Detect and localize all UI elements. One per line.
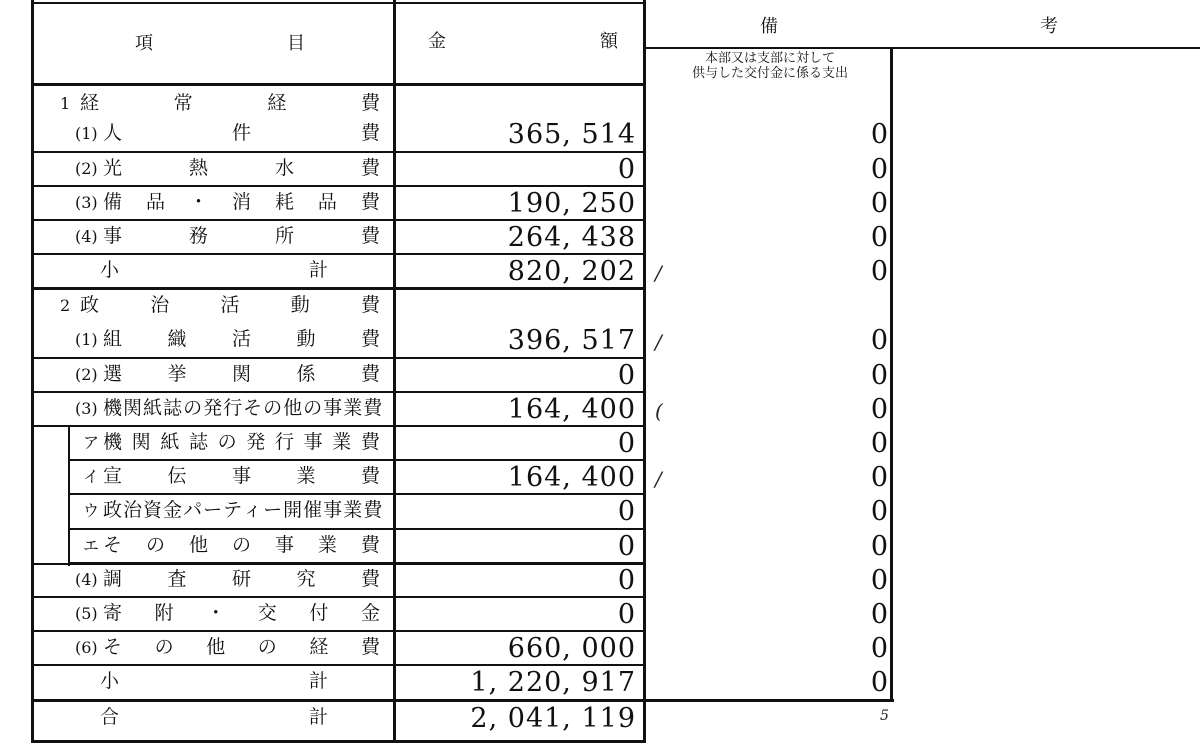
check-mark: /: [655, 330, 662, 354]
row-label: そ の 他 の 事 業 費: [103, 534, 380, 556]
row-amount: 0: [617, 428, 636, 459]
row-label: 機 関 紙 誌 の 発 行 事 業 費: [103, 431, 380, 453]
row-amount: 820, 202: [507, 256, 636, 287]
row-amount: 2, 041, 119: [470, 703, 636, 734]
row-amount: 0: [617, 360, 636, 391]
row-amount: 1, 220, 917: [470, 667, 636, 698]
row-label-number: (6): [75, 638, 98, 657]
row-label-number: (2): [75, 365, 98, 384]
row-separator-line: [31, 219, 643, 221]
row-amount: 264, 438: [507, 222, 636, 253]
row-label-number: (4): [75, 570, 98, 589]
row-label: 備 品 ・ 消 耗 品 費: [103, 191, 380, 213]
check-mark: /: [655, 467, 662, 491]
row-label: 政 治 資 金 パ ー テ ィ ー 開 催 事 業 費: [103, 499, 384, 521]
row-label: 合 計: [100, 706, 328, 728]
row-label: 寄 附 ・ 交 付 金: [103, 602, 380, 624]
row-label-number: (3): [75, 399, 98, 418]
row-grant-amount: 0: [870, 531, 888, 562]
row-grant-amount: 0: [870, 154, 888, 185]
row-grant-amount: 0: [870, 119, 888, 150]
row-label-number: (1): [75, 330, 98, 349]
header-bottom-line: [31, 83, 643, 86]
header-item-char-2: 目: [287, 33, 305, 54]
row-label: 経 常 経 費: [80, 92, 380, 114]
row-separator-line: [31, 596, 643, 598]
row-separator-line: [68, 493, 643, 495]
grant-subheader-line2: 供与した交付金に係る支出: [691, 66, 848, 81]
row-label-number: イ: [83, 467, 100, 486]
row-label-number: (5): [75, 604, 98, 623]
row-separator-line: [31, 357, 643, 359]
row-label: 宣 伝 事 業 費: [103, 465, 380, 487]
row-grant-amount: 0: [870, 428, 888, 459]
row-grant-amount: 0: [870, 565, 888, 596]
row-amount: 396, 517: [507, 325, 636, 356]
check-mark: /: [655, 261, 662, 285]
header-item-char-1: 項: [135, 33, 153, 54]
row-label: そ の 他 の 経 費: [103, 636, 380, 658]
row-label: 小 計: [100, 670, 328, 692]
row-label: 光 熱 水 費: [103, 157, 380, 179]
row-label: 小 計: [100, 259, 328, 281]
frame-top-line: [31, 2, 646, 4]
row-label: 事 務 所 費: [103, 225, 380, 247]
row-label: 機 関 紙 誌 の 発 行 そ の 他 の 事 業 費: [103, 397, 384, 419]
row-amount: 660, 000: [507, 633, 636, 664]
row-amount: 164, 400: [507, 462, 636, 493]
subitem-indent-line: [68, 426, 70, 566]
remarks-subheader-line: [646, 47, 1200, 49]
row-grant-amount: 0: [870, 360, 888, 391]
row-separator-line: [31, 699, 894, 702]
row-separator-line: [68, 528, 643, 530]
header-amount-char-1: 金: [428, 31, 446, 52]
row-grant-amount: 0: [870, 188, 888, 219]
row-separator-line: [31, 425, 643, 427]
row-amount: 0: [617, 531, 636, 562]
row-amount: 0: [617, 154, 636, 185]
row-separator-line: [31, 630, 643, 632]
row-label-number: (2): [75, 159, 98, 178]
row-separator-line: [31, 287, 643, 290]
grant-subheader-line1: 本部又は支部に対して: [704, 51, 835, 66]
check-mark: 5: [880, 708, 889, 724]
row-amount: 164, 400: [507, 394, 636, 425]
row-grant-amount: 0: [870, 599, 888, 630]
row-label-number: (1): [75, 124, 98, 143]
row-label: 人 件 費: [103, 122, 380, 144]
row-grant-amount: 0: [870, 325, 888, 356]
row-grant-amount: 0: [870, 633, 888, 664]
row-separator-line: [31, 664, 643, 666]
row-grant-amount: 0: [870, 256, 888, 287]
row-grant-amount: 0: [870, 667, 888, 698]
row-grant-amount: 0: [870, 394, 888, 425]
row-label-number: 2: [60, 296, 71, 315]
row-label-number: エ: [83, 536, 100, 555]
grant-remarks-divider: [890, 48, 893, 700]
row-label: 調 査 研 究 費: [103, 568, 380, 590]
row-label: 政 治 活 動 費: [80, 294, 380, 316]
row-amount: 0: [617, 565, 636, 596]
row-grant-amount: 0: [870, 222, 888, 253]
row-separator-line: [31, 151, 643, 153]
header-remarks-char-2: 考: [1040, 16, 1058, 37]
row-label-number: ア: [83, 433, 100, 452]
row-separator-line: [31, 253, 643, 255]
row-separator-line: [31, 563, 643, 565]
row-label: 選 挙 関 係 費: [103, 363, 380, 385]
header-remarks-char-1: 備: [760, 16, 778, 37]
row-label: 組 織 活 動 費: [103, 328, 380, 350]
row-label-number: (4): [75, 227, 98, 246]
row-label-number: 1: [60, 94, 71, 113]
check-mark: (: [655, 399, 663, 423]
amount-remarks-divider: [643, 0, 646, 743]
header-amount-char-2: 額: [600, 31, 618, 52]
row-separator-line: [31, 391, 643, 393]
row-grant-amount: 0: [870, 462, 888, 493]
row-label-number: (3): [75, 193, 98, 212]
row-separator-line: [31, 185, 643, 187]
row-grant-amount: 0: [870, 496, 888, 527]
row-amount: 0: [617, 496, 636, 527]
row-label-number: ウ: [83, 501, 100, 520]
row-amount: 0: [617, 599, 636, 630]
row-separator-line: [68, 459, 643, 461]
row-amount: 190, 250: [507, 188, 636, 219]
row-amount: 365, 514: [507, 119, 636, 150]
